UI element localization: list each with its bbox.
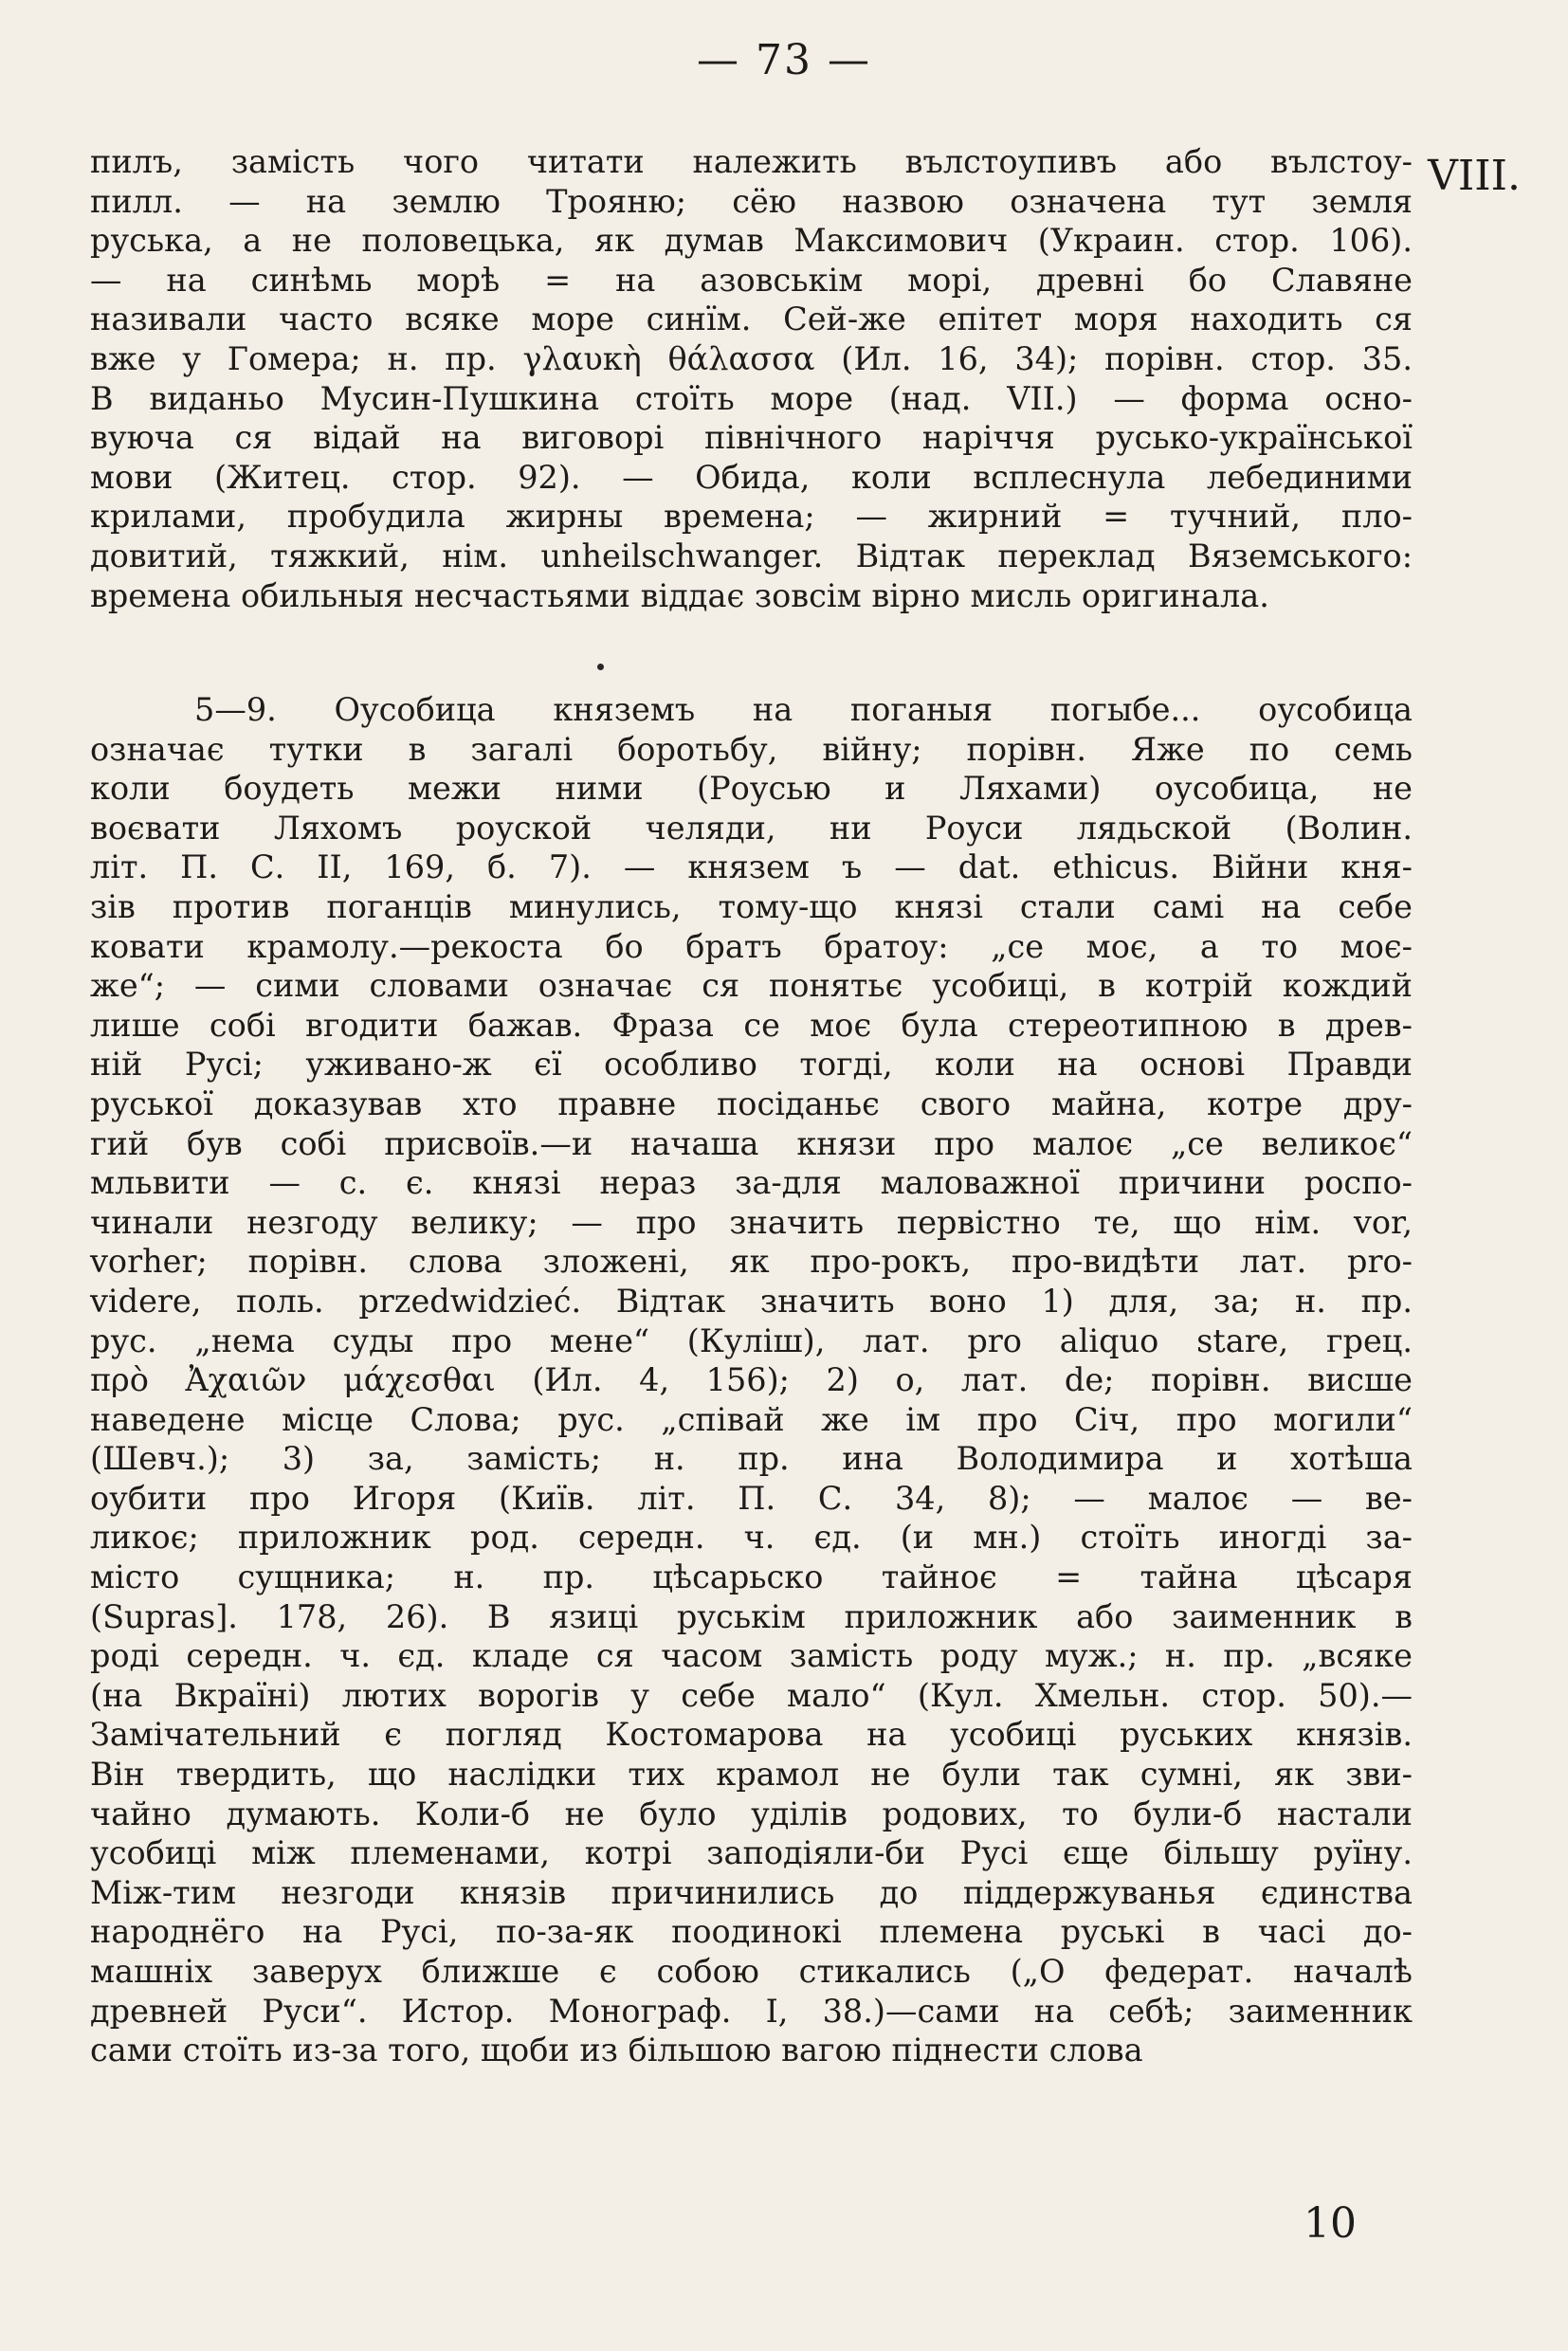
paragraph-1 [90, 142, 1413, 615]
text-line: воєвати Ляхомъ роуской челяди, ни Роуси лядьской (Волин. [90, 809, 1413, 847]
text-line: vorher; порівн. слова зложені, як про-рокъ, про-видѣти лат. pro- [90, 1243, 1413, 1281]
text-line: Замічательний є погляд Костомарова на усобиці руських князів. [90, 1716, 1413, 1754]
text-line: В виданьо Мусин-Пушкина стоїть море (над. VII.) — форма осно- [90, 379, 1413, 417]
text-line: — на синѣмь морѣ = на азовськім морі, древні бо Славяне [90, 261, 1413, 299]
text-line: рус. „нема суды про мене“ (Куліш), лат. pro aliquo stare, грец. [90, 1321, 1413, 1359]
section-marker: VIII. [1428, 152, 1521, 200]
text-line: (Шевч.); 3) за, замість; н. пр. ина Володимира и хотѣша [90, 1440, 1413, 1478]
text-line: оубити про Игоря (Київ. літ. П. С. 34, 8); — малоє — ве- [90, 1479, 1413, 1517]
text-line: чайно думають. Коли-б не було уділів родових, то були-б настали [90, 1795, 1413, 1832]
text-line: Між-тим незгоди князів причинились до піддержуванья єдинства [90, 1873, 1413, 1911]
text-line: пилъ, замість чого читати належить вълстоупивъ або вълстоу- [90, 143, 1413, 180]
text-line: ликоє; приложник род. середн. ч. єд. (и мн.) стоїть иногді за- [90, 1519, 1413, 1557]
text-line: літ. П. С. II, 169, б. 7). — князем ъ — dat. ethicus. Війни кня- [90, 848, 1413, 886]
text-line: πρὸ Ἀχαιῶν μάχεσθαι (Ил. 4, 156); 2) о, лат. de; порівн. висше [90, 1361, 1413, 1399]
text-line: роді середн. ч. єд. кладе ся часом замість роду муж.; н. пр. „всяке [90, 1637, 1413, 1675]
text-line: videre, поль. przedwidzieć. Відтак значить воно 1) для, за; н. пр. [90, 1282, 1413, 1320]
text-line: усобиці між племенами, котрі заподіяли-би Русі єще більшу руїну. [90, 1834, 1413, 1872]
text-line: лише собі вгодити бажав. Фраза се моє була стереотипною в древ- [90, 1006, 1413, 1044]
text-line: (на Вкраїні) лютих ворогів у себе мало“ (Кул. Хмельн. стор. 50).— [90, 1676, 1413, 1714]
text-line: времена обильныя несчастьями віддає зовсім вірно мисль оригинала. [90, 576, 1269, 614]
text-line: місто сущника; н. пр. цѣсарьско тайноє = тайна цѣсаря [90, 1558, 1413, 1596]
text-line: називали часто всяке море синїм. Сей-же епітет моря находить ся [90, 301, 1413, 338]
text-line: вже у Гомера; н. пр. γλαυκὴ θάλασσα (Ил. 16, 34); порівн. стор. 35. [90, 339, 1413, 377]
text-line: вуюча ся відай на виговорі північного наріччя русько-української [90, 419, 1413, 457]
text-line: 5—9. Оусобица княземъ на поганыя погыбе... оусобица [194, 691, 1413, 728]
text-line: крилами, пробудила жирны времена; — жирний = тучний, пло- [90, 498, 1413, 536]
text-line: гий був собі присвоїв.—и начаша князи про малоє „се великоє“ [90, 1124, 1413, 1162]
page-number: — 73 — [697, 36, 871, 84]
text-line: же“; — сими словами означає ся понятьє усобиці, в котрій кождий [90, 967, 1413, 1005]
text-line: машніх заверух ближше є собою стикались („О федерат. началѣ [90, 1953, 1413, 1990]
text-line: ній Русі; уживано-ж єї особливо тогді, коли на основі Правди [90, 1046, 1413, 1084]
paragraph-2 [90, 690, 1413, 2070]
text-line: (Supras]. 178, 26). В язиці руськім приложник або заименник в [90, 1597, 1413, 1635]
text-line: довитий, тяжкий, нім. unheilschwanger. Відтак переклад Вяземського: [90, 537, 1413, 574]
signature-mark: 10 [1304, 2199, 1357, 2248]
text-line: мльвити — с. є. князі нераз за-для маловажної причини роспо- [90, 1164, 1413, 1202]
text-line: пилл. — на землю Трояню; сёю назвою означена тут земля [90, 182, 1413, 220]
text-line: зів против поганців минулись, тому-що князі стали самі на себе [90, 887, 1413, 925]
text-line: руської доказував хто правне посіданьє свого майна, котре дру- [90, 1084, 1413, 1122]
text-line: означає тутки в загалі боротьбу, війну; порівн. Яже по семь [90, 730, 1413, 768]
text-line: древней Руси“. Истор. Монограф. I, 38.)—сами на себѣ; заименник [90, 1992, 1413, 2030]
separator-dot [597, 664, 604, 670]
text-line: ковати крамолу.—рекоста бо братъ братоу: „се моє, а то моє- [90, 927, 1413, 965]
text-line: наведене місце Слова; рус. „співай же ім про Січ, про могили“ [90, 1400, 1413, 1438]
text-line: чинали незгоду велику; — про значить первістно те, що нім. vor, [90, 1203, 1413, 1241]
text-line: Він твердить, що наслідки тих крамол не були так сумні, як зви- [90, 1756, 1413, 1794]
text-line: руська, а не половецька, як думав Максимович (Украин. стор. 106). [90, 222, 1413, 260]
text-line: мови (Житец. стор. 92). — Обида, коли всплеснула лебединими [90, 458, 1413, 496]
text-line: народнёго на Русі, по-за-як поодинокі племена руські в часі до- [90, 1913, 1413, 1951]
text-line: сами стоїть из-за того, щоби из більшою вагою піднести слова [90, 2032, 1143, 2069]
text-line: коли боудеть межи ними (Роусью и Ляхами) оусобица, не [90, 770, 1413, 808]
